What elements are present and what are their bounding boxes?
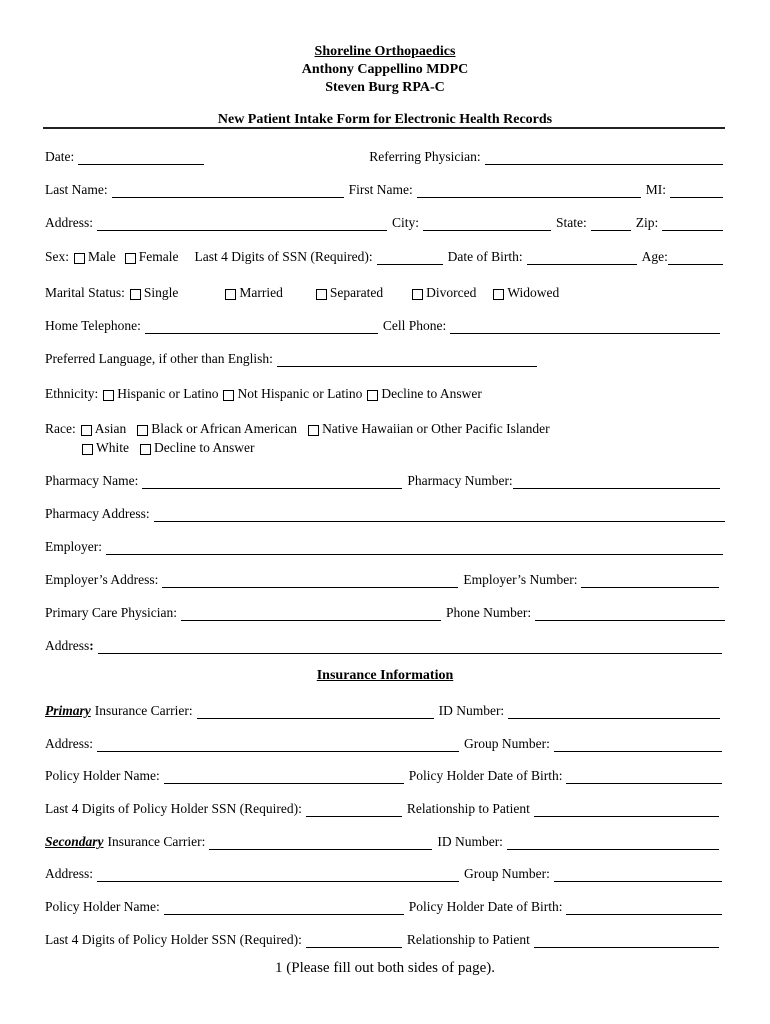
divorced-label: Divorced — [426, 285, 477, 300]
age-label: Age: — [641, 249, 668, 264]
employer-label: Employer: — [45, 539, 102, 554]
secondary-ssn-field[interactable] — [306, 933, 402, 948]
row-primary-holder — [45, 762, 725, 784]
male-checkbox[interactable] — [74, 253, 85, 264]
row-name — [45, 176, 725, 198]
secondary-label: Secondary — [45, 834, 104, 849]
primary-holder-field[interactable] — [164, 769, 404, 784]
row-language — [45, 345, 542, 367]
pcp-field[interactable] — [181, 606, 441, 621]
city-label: City: — [392, 215, 420, 230]
primary-id-label: ID Number: — [438, 703, 505, 718]
row-ethnicity — [45, 380, 482, 402]
first-name-field[interactable] — [417, 183, 641, 198]
mi-field[interactable] — [670, 183, 723, 198]
row-address — [45, 209, 725, 231]
dob-label: Date of Birth: — [447, 249, 523, 264]
primary-relationship-field[interactable] — [534, 802, 719, 817]
white-label: White — [96, 440, 129, 455]
practice-name: Shoreline Orthopaedics — [314, 44, 456, 59]
last-name-label: Last Name: — [45, 182, 108, 197]
secondary-relationship-field[interactable] — [534, 933, 719, 948]
title-rule — [43, 127, 725, 129]
married-checkbox[interactable] — [225, 289, 236, 300]
secondary-holder-dob-field[interactable] — [566, 900, 722, 915]
primary-carrier-label: Insurance Carrier: — [94, 703, 193, 718]
primary-relationship-label: Relationship to Patient — [406, 801, 530, 816]
separated-checkbox[interactable] — [316, 289, 327, 300]
not-hispanic-label: Not Hispanic or Latino — [237, 386, 363, 401]
marital-label: Marital Status: — [45, 285, 125, 300]
language-field[interactable] — [277, 352, 537, 367]
row-pcp-address — [45, 632, 725, 654]
employer-number-field[interactable] — [581, 573, 719, 588]
ssn-label: Last 4 Digits of SSN (Required): — [194, 249, 373, 264]
primary-id-field[interactable] — [508, 704, 720, 719]
row-phone — [45, 312, 725, 334]
language-label: Preferred Language, if other than English: — [45, 351, 273, 366]
separated-label: Separated — [329, 285, 384, 300]
married-label: Married — [239, 285, 283, 300]
pcp-phone-label: Phone Number: — [445, 605, 532, 620]
dob-field[interactable] — [527, 250, 637, 265]
secondary-holder-label: Policy Holder Name: — [45, 899, 160, 914]
row-primary-carrier — [45, 697, 725, 719]
ethnicity-label: Ethnicity: — [45, 386, 99, 401]
primary-ssn-label: Last 4 Digits of Policy Holder SSN (Required): — [45, 801, 302, 816]
row-employer-address — [45, 566, 725, 588]
race-label: Race: — [45, 421, 76, 436]
last-name-field[interactable] — [112, 183, 344, 198]
employer-address-field[interactable] — [162, 573, 458, 588]
divorced-checkbox[interactable] — [412, 289, 423, 300]
secondary-holder-field[interactable] — [164, 900, 404, 915]
secondary-relationship-label: Relationship to Patient — [406, 932, 530, 947]
row-pcp — [45, 599, 725, 621]
state-field[interactable] — [591, 216, 631, 231]
pcp-phone-field[interactable] — [535, 606, 725, 621]
decline-race-checkbox[interactable] — [140, 444, 151, 455]
secondary-group-label: Group Number: — [464, 866, 550, 881]
row-secondary-ssn — [45, 926, 725, 948]
row-primary-address — [45, 730, 725, 752]
decline-race-label: Decline to Answer — [154, 440, 255, 455]
date-field[interactable] — [78, 150, 204, 165]
decline-ethnicity-label: Decline to Answer — [381, 386, 482, 401]
primary-group-field[interactable] — [554, 737, 722, 752]
row-marital — [45, 279, 559, 301]
pcp-address-field[interactable] — [98, 639, 722, 654]
widowed-checkbox[interactable] — [493, 289, 504, 300]
secondary-carrier-field[interactable] — [209, 835, 432, 850]
pcp-address-colon: : — [89, 638, 94, 653]
home-phone-field[interactable] — [145, 319, 378, 334]
row-sex — [45, 243, 725, 265]
ssn-field[interactable] — [377, 250, 443, 265]
pcp-address-label: Address — [45, 638, 90, 653]
employer-number-label: Employer’s Number: — [463, 572, 578, 587]
primary-holder-label: Policy Holder Name: — [45, 768, 160, 783]
hawaiian-label: Native Hawaiian or Other Pacific Islander — [322, 421, 550, 436]
row-secondary-address — [45, 860, 725, 882]
row-pharmacy — [45, 467, 725, 489]
primary-carrier-field[interactable] — [197, 704, 434, 719]
assistant-name: Steven Burg RPA-C — [325, 80, 445, 95]
state-label: State: — [556, 215, 587, 230]
pharmacy-name-field[interactable] — [142, 474, 402, 489]
secondary-carrier-label: Insurance Carrier: — [107, 834, 206, 849]
referring-field[interactable] — [485, 150, 723, 165]
male-label: Male — [88, 249, 116, 264]
cell-phone-label: Cell Phone: — [382, 318, 447, 333]
secondary-ssn-label: Last 4 Digits of Policy Holder SSN (Required): — [45, 932, 302, 947]
secondary-address-label: Address: — [45, 866, 93, 881]
primary-group-label: Group Number: — [464, 736, 550, 751]
row-date — [45, 143, 725, 165]
female-label: Female — [138, 249, 179, 264]
pharmacy-number-field[interactable] — [513, 474, 720, 489]
row-employer — [45, 533, 725, 555]
city-field[interactable] — [423, 216, 551, 231]
row-race-2 — [81, 434, 254, 456]
hispanic-checkbox[interactable] — [103, 390, 114, 401]
employer-field[interactable] — [106, 540, 723, 555]
secondary-holder-dob-label: Policy Holder Date of Birth: — [408, 899, 563, 914]
secondary-id-field[interactable] — [507, 835, 719, 850]
single-label: Single — [143, 285, 179, 300]
not-hispanic-checkbox[interactable] — [223, 390, 234, 401]
sex-label: Sex: — [45, 249, 70, 264]
first-name-label: First Name: — [348, 182, 413, 197]
employer-address-label: Employer’s Address: — [45, 572, 159, 587]
referring-label: Referring Physician: — [369, 149, 481, 164]
primary-address-field[interactable] — [97, 737, 459, 752]
pharmacy-number-label: Pharmacy Number: — [407, 473, 513, 488]
primary-ssn-field[interactable] — [306, 802, 402, 817]
address-label: Address: — [45, 215, 93, 230]
mi-label: MI: — [645, 182, 666, 197]
black-label: Black or African American — [151, 421, 298, 436]
primary-holder-dob-field[interactable] — [566, 769, 722, 784]
age-field[interactable] — [668, 250, 723, 265]
pharmacy-address-label: Pharmacy Address: — [45, 506, 150, 521]
row-primary-ssn — [45, 795, 725, 817]
widowed-label: Widowed — [507, 285, 560, 300]
date-label: Date: — [45, 149, 75, 164]
pharmacy-name-label: Pharmacy Name: — [45, 473, 139, 488]
primary-label: Primary — [45, 703, 91, 718]
zip-field[interactable] — [662, 216, 723, 231]
white-checkbox[interactable] — [82, 444, 93, 455]
hispanic-label: Hispanic or Latino — [117, 386, 219, 401]
primary-holder-dob-label: Policy Holder Date of Birth: — [408, 768, 563, 783]
primary-address-label: Address: — [45, 736, 93, 751]
secondary-id-label: ID Number: — [437, 834, 503, 849]
cell-phone-field[interactable] — [450, 319, 720, 334]
page-footer: 1 (Please fill out both sides of page). — [275, 960, 495, 976]
asian-label: Asian — [94, 421, 127, 436]
zip-label: Zip: — [635, 215, 659, 230]
row-secondary-holder — [45, 893, 725, 915]
secondary-address-field[interactable] — [97, 867, 459, 882]
row-pharmacy-address — [45, 500, 725, 522]
hawaiian-checkbox[interactable] — [308, 425, 319, 436]
address-field[interactable] — [97, 216, 387, 231]
pharmacy-address-field[interactable] — [154, 507, 725, 522]
single-checkbox[interactable] — [130, 289, 141, 300]
row-secondary-carrier — [45, 828, 725, 850]
pcp-label: Primary Care Physician: — [45, 605, 177, 620]
female-checkbox[interactable] — [125, 253, 136, 264]
decline-ethnicity-checkbox[interactable] — [367, 390, 378, 401]
doctor-name: Anthony Cappellino MDPC — [301, 62, 469, 77]
secondary-group-field[interactable] — [554, 867, 722, 882]
form-title: New Patient Intake Form for Electronic Health Records — [217, 112, 553, 127]
home-phone-label: Home Telephone: — [45, 318, 141, 333]
insurance-heading: Insurance Information — [316, 668, 454, 683]
